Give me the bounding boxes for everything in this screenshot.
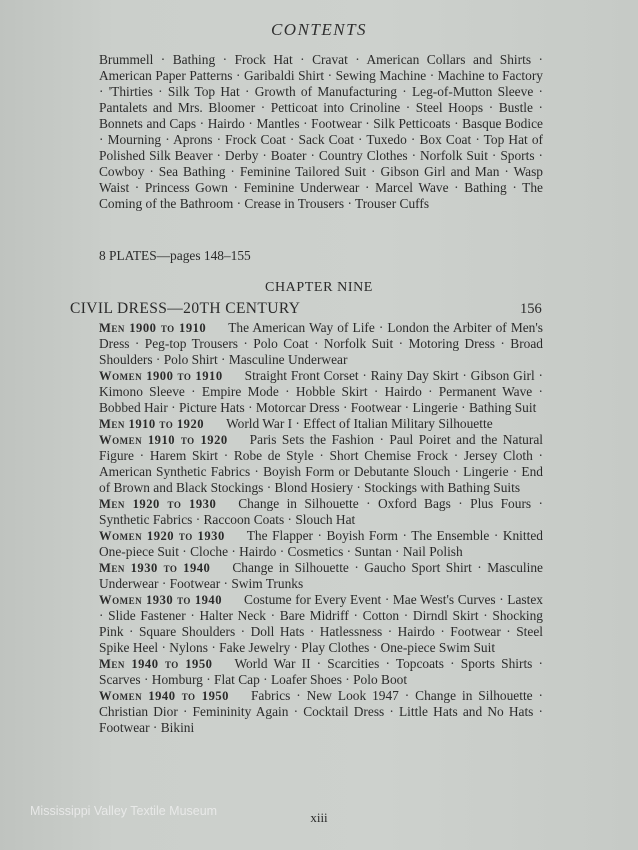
era-entry bbox=[99, 432, 543, 495]
page-number: xiii bbox=[310, 810, 328, 825]
plates-line: 8 PLATES—pages 148–155 bbox=[99, 248, 251, 263]
era-label: Women 1930 to 1940 bbox=[99, 593, 223, 607]
section-title: CIVIL DRESS—20TH CENTURY bbox=[70, 300, 301, 317]
era-entry bbox=[99, 496, 543, 527]
era-label: Men 1940 to 1950 bbox=[99, 657, 213, 671]
era-text: Costume for Every Event · Mae West's Curves · Lastex · Slide Fastener · Halter Neck · Bare Midriff · Cotton · Dirndl Skirt · Shocking Pink · Square Shoulders · Doll Hats · Hatlessness · Hairdo · Footwear · Steel Spike Heel · Nylons · Fake Jewelry · Play Clothes · One-piece Swim Suit bbox=[99, 592, 543, 655]
toc-paragraph: Brummell · Bathing · Frock Hat · Cravat · American Collars and Shirts · American Paper Patterns · Garibaldi Shirt · Sewing Machine · Machine to Factory · 'Thirties · Silk Top Hat · Growth of Manufacturing · Leg-of-Mutton Sleeve · Pantalets and Mrs. Bloomer · Petticoat into Crinoline · Steel Hoops · Bustle · Bonnets and Caps · Hairdo · Mantles · Footwear · Silk Petticoats · Basque Bodice · Mourning · Aprons · Frock Coat · Sack Coat · Tuxedo · Box Coat · Top Hat of Polished Silk Beaver · Derby · Boater · Country Clothes · Norfolk Suit · Sports · Cowboy · Sea Bathing · Feminine Tailored Suit · Gibson Girl and Man · Wasp Waist · Princess Gown · Feminine Underwear · Marcel Wave · Bathing · The Coming of the Bathroom · Crease in Trousers · Trouser Cuffs bbox=[99, 52, 543, 211]
era-entry bbox=[99, 368, 543, 415]
era-entry bbox=[99, 416, 493, 431]
era-text: Paris Sets the Fashion · Paul Poiret and the Natural Figure · Harem Skirt · Robe de Style · Short Chemise Frock · Jersey Cloth · American Synthetic Fabrics · Boyish Form or Debutante Slouch · Lingerie · End of Brown and Black Stockings · Blond Hosiery · Stockings with Bathing Suits bbox=[99, 432, 543, 495]
era-label: Women 1910 to 1920 bbox=[99, 433, 228, 447]
era-text: World War II · Scarcities · Topcoats · Sports Shirts · Scarves · Homburg · Flat Cap · Loafer Shoes · Polo Boot bbox=[99, 656, 543, 687]
era-entry bbox=[99, 656, 543, 687]
era-entry bbox=[99, 592, 543, 655]
era-entry bbox=[99, 560, 543, 591]
section-page-number: 156 bbox=[520, 301, 542, 317]
era-label: Men 1930 to 1940 bbox=[99, 561, 211, 575]
museum-watermark: Mississippi Valley Textile Museum bbox=[30, 804, 218, 818]
era-label: Women 1900 to 1910 bbox=[99, 369, 223, 383]
era-entry bbox=[99, 528, 543, 559]
era-text: Straight Front Corset · Rainy Day Skirt · Gibson Girl · Kimono Sleeve · Empire Mode · Hobble Skirt · Hairdo · Permanent Wave · Bobbed Hair · Picture Hats · Motorcar Dress · Footwear · Lingerie · Bathing Suit bbox=[99, 368, 543, 415]
chapter-number: CHAPTER NINE bbox=[265, 280, 373, 295]
era-entry bbox=[99, 320, 543, 367]
era-label: Women 1920 to 1930 bbox=[99, 529, 225, 543]
era-text: The American Way of Life · London the Arbiter of Men's Dress · Peg-top Trousers · Polo Coat · Norfolk Suit · Motoring Dress · Broad Shoulders · Polo Shirt · Masculine Underwear bbox=[99, 320, 543, 367]
era-text: Change in Silhouette · Oxford Bags · Plus Fours · Synthetic Fabrics · Raccoon Coats · Slouch Hat bbox=[99, 496, 543, 527]
era-entry bbox=[99, 688, 543, 735]
era-text: Fabrics · New Look 1947 · Change in Silhouette · Christian Dior · Femininity Again · Cocktail Dress · Little Hats and No Hats · Footwear · Bikini bbox=[99, 688, 543, 735]
era-entries bbox=[99, 320, 543, 736]
era-label: Women 1940 to 1950 bbox=[99, 689, 229, 703]
page-heading: CONTENTS bbox=[270, 20, 368, 39]
era-label: Men 1900 to 1910 bbox=[99, 321, 207, 335]
era-label: Men 1910 to 1920 bbox=[99, 417, 205, 431]
era-label: Men 1920 to 1930 bbox=[99, 497, 217, 511]
era-text: World War I · Effect of Italian Military Silhouette bbox=[226, 416, 493, 431]
era-text: The Flapper · Boyish Form · The Ensemble · Knitted One-piece Suit · Cloche · Hairdo · Cosmetics · Suntan · Nail Polish bbox=[99, 528, 543, 559]
era-text: Change in Silhouette · Gaucho Sport Shirt · Masculine Underwear · Footwear · Swim Trunks bbox=[99, 560, 543, 591]
